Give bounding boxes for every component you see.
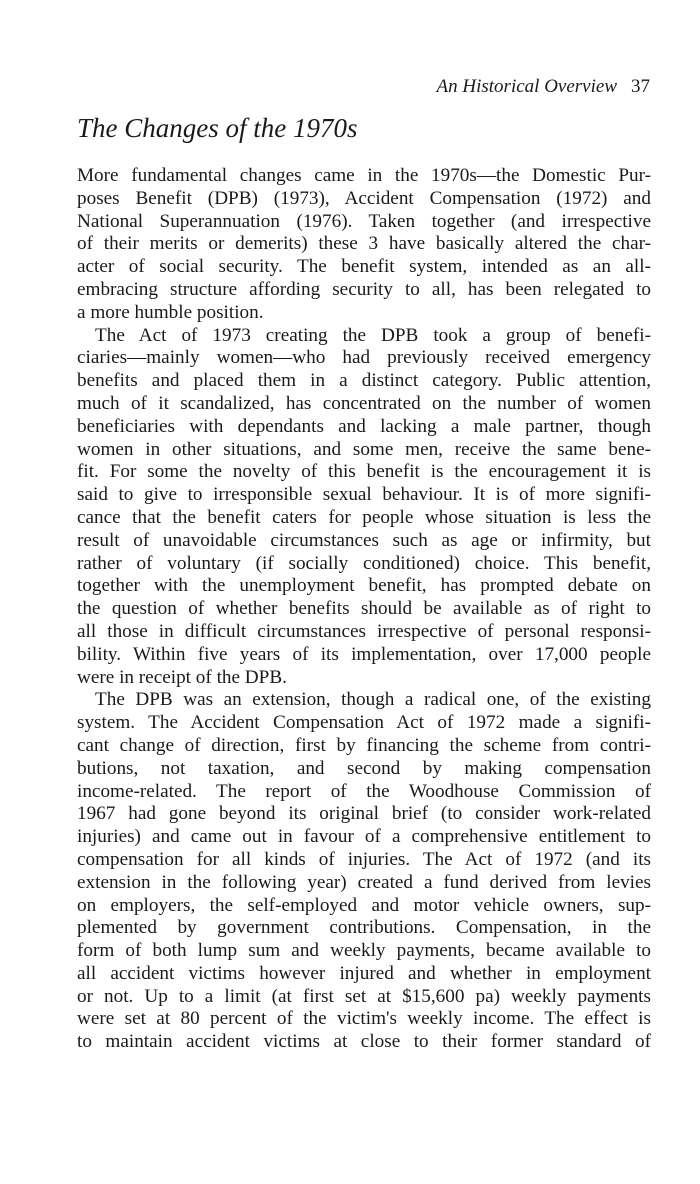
text-line: of their merits or demerits) these 3 have basically altered the char-: [77, 233, 651, 255]
text-line: the question of whether benefits should be available as of right to: [77, 598, 651, 620]
paragraph: [77, 165, 651, 325]
text-line: bility. Within five years of its implementation, over 17,000 people: [77, 643, 651, 665]
text-line: rather of voluntary (if socially conditioned) choice. This benefit,: [77, 552, 651, 574]
text-line: More fundamental changes came in the 1970s—the Domestic Pur-: [77, 165, 651, 186]
page-number: 37: [631, 76, 650, 97]
text-line: National Superannuation (1976). Taken together (and irrespective: [77, 210, 651, 232]
text-line: were in receipt of the DPB.: [77, 666, 287, 688]
text-line: a more humble position.: [77, 301, 264, 323]
text-line: benefits and placed them in a distinct category. Public attention,: [77, 370, 651, 392]
text-line: embracing structure affording security to all, has been relegated to: [77, 278, 651, 300]
text-line: The DPB was an extension, though a radical one, of the existing: [95, 689, 651, 711]
text-line: result of unavoidable circumstances such as age or infirmity, but: [77, 529, 651, 551]
text-line: or not. Up to a limit (at first set at $15,600 pa) weekly payments: [77, 985, 651, 1007]
text-line: together with the unemployment benefit, has prompted debate on: [77, 575, 651, 597]
text-line: injuries) and came out in favour of a comprehensive entitlement to: [77, 826, 651, 848]
text-line: all those in difficult circumstances irrespective of personal responsi-: [77, 620, 651, 642]
text-line: form of both lump sum and weekly payments, became available to: [77, 940, 651, 962]
text-line: extension in the following year) created a fund derived from levies: [77, 871, 651, 893]
text-line: fit. For some the novelty of this benefit is the encouragement it is: [77, 461, 651, 483]
text-line: 1967 had gone beyond its original brief (to consider work-related: [77, 803, 651, 825]
text-line: to maintain accident victims at close to their former standard of: [77, 1031, 651, 1053]
text-line: women in other situations, and some men, receive the same bene-: [77, 438, 651, 460]
text-line: compensation for all kinds of injuries. The Act of 1972 (and its: [77, 848, 651, 870]
body-text: [77, 165, 651, 1054]
text-line: were set at 80 percent of the victim's weekly income. The effect is: [77, 1008, 651, 1030]
text-line: system. The Accident Compensation Act of 1972 made a signifi-: [77, 712, 651, 734]
text-line: on employers, the self-employed and motor vehicle owners, sup-: [77, 894, 651, 916]
text-line: plemented by government contributions. Compensation, in the: [77, 917, 651, 939]
text-line: beneficiaries with dependants and lacking a male partner, though: [77, 415, 651, 437]
text-line: ciaries—mainly women—who had previously received emergency: [77, 347, 651, 369]
paragraph: [77, 325, 651, 690]
text-line: cant change of direction, first by financing the scheme from contri-: [77, 734, 651, 756]
text-line: income-related. The report of the Woodhouse Commission of: [77, 780, 651, 802]
running-head: [437, 75, 650, 99]
paragraph: [77, 689, 651, 1054]
text-line: acter of social security. The benefit system, intended as an all-: [77, 256, 651, 278]
section-title: The Changes of the 1970s: [77, 113, 358, 143]
text-line: The Act of 1973 creating the DPB took a group of benefi-: [95, 324, 651, 346]
text-line: all accident victims however injured and whether in employment: [77, 962, 651, 984]
text-line: poses Benefit (DPB) (1973), Accident Compensation (1972) and: [77, 187, 651, 209]
text-line: cance that the benefit caters for people whose situation is less the: [77, 506, 651, 528]
running-head-title: An Historical Overview: [436, 76, 617, 97]
text-line: said to give to irresponsible sexual behaviour. It is of more signifi-: [77, 484, 651, 506]
text-line: much of it scandalized, has concentrated on the number of women: [77, 392, 651, 414]
text-line: butions, not taxation, and second by making compensation: [77, 757, 651, 779]
